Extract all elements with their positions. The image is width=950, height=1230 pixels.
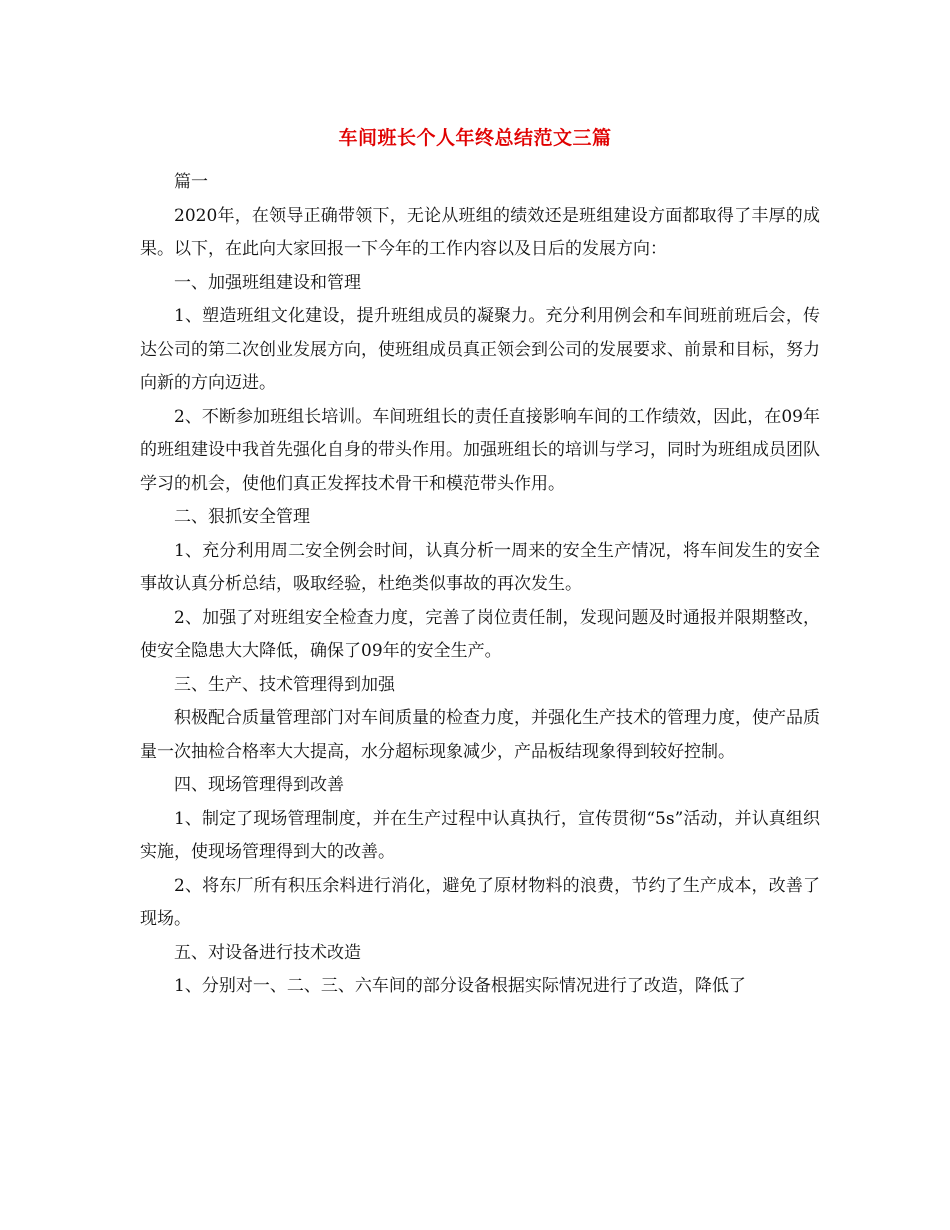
paragraph-item: 1、塑造班组文化建设，提升班组成员的凝聚力。充分利用例会和车间班前班后会，传达公司的第二次创业发展方向，使班组成员真正领会到公司的发展要求、前景和目标，努力向新的方向迈进。 bbox=[140, 306, 820, 393]
document-title: 车间班长个人年终总结范文三篇 bbox=[338, 127, 612, 149]
paragraph-item: 2、加强了对班组安全检查力度，完善了岗位责任制，发现问题及时通报并限期整改，使安全隐患大大降低，确保了09年的安全生产。 bbox=[140, 607, 820, 661]
paragraph-section-label: 篇一 bbox=[174, 172, 208, 192]
heading-section-3: 三、生产、技术管理得到加强 bbox=[174, 674, 395, 695]
paragraph-item: 2、将东厂所有积压余料进行消化，避免了原材物料的浪费，节约了生产成本，改善了现场。 bbox=[140, 875, 820, 929]
heading-section-2: 二、狠抓安全管理 bbox=[174, 507, 310, 527]
paragraph-item: 2、不断参加班组长培训。车间班组长的责任直接影响车间的工作绩效，因此，在09年的班组建设中我首先强化自身的带头作用。加强班组长的培训与学习，同时为班组成员团队学习的机会，使他们真正发挥技术骨干和模范带头作用。 bbox=[140, 406, 820, 494]
document-body bbox=[140, 166, 820, 1004]
heading-section-5: 五、对设备进行技术改造 bbox=[174, 942, 361, 963]
paragraph-item: 积极配合质量管理部门对车间质量的检查力度，并强化生产技术的管理力度，使产品质量一次抽检合格率大大提高，水分超标现象减少，产品板结现象得到较好控制。 bbox=[140, 708, 820, 762]
paragraph-item: 1、制定了现场管理制度，并在生产过程中认真执行，宣传贯彻“5s”活动，并认真组织实施，使现场管理得到大的改善。 bbox=[140, 808, 820, 862]
heading-section-4: 四、现场管理得到改善 bbox=[174, 775, 344, 795]
paragraph-intro: 2020年，在领导正确带领下，无论从班组的绩效还是班组建设方面都取得了丰厚的成果。以下，在此向大家回报一下今年的工作内容以及日后的发展方向： bbox=[140, 205, 820, 259]
paragraph-item: 1、分别对一、二、三、六车间的部分设备根据实际情况进行了改造，降低了 bbox=[174, 976, 746, 996]
heading-section-1: 一、加强班组建设和管理 bbox=[174, 272, 361, 293]
paragraph-item: 1、充分利用周二安全例会时间，认真分析一周来的安全生产情况，将车间发生的安全事故认真分析总结，吸取经验，杜绝类似事故的再次发生。 bbox=[140, 540, 820, 594]
